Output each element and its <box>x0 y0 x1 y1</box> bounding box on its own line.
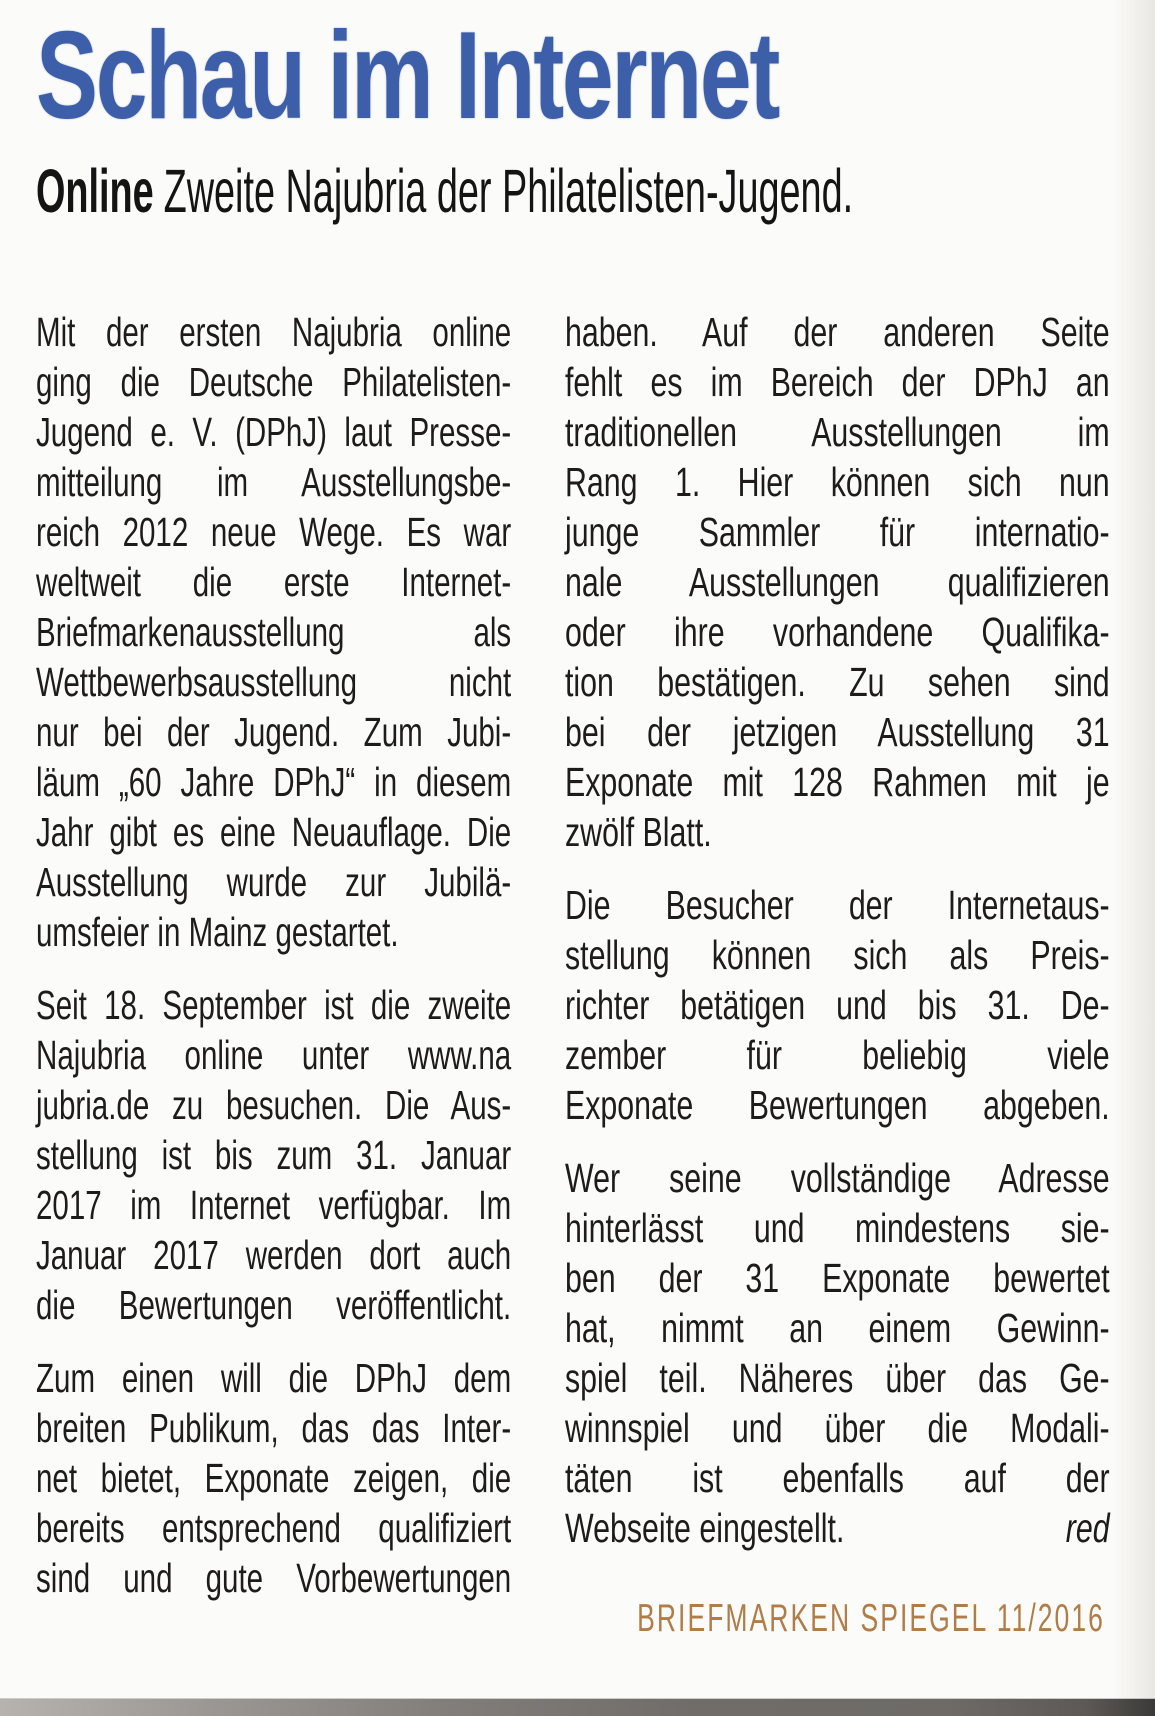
text-line: mitteilung im Ausstellungsbe- <box>36 459 512 505</box>
text-line: sind und gute Vorbewertungen <box>36 1555 512 1601</box>
text-line: weltweit die erste Internet- <box>36 559 512 605</box>
subheading-text: Zweite Najubria der Philatelisten-Jugend. <box>163 157 854 225</box>
article-headline: Schau im Internet <box>36 7 779 145</box>
text-line: zwölf Blatt. <box>565 809 712 855</box>
text-line: die Bewertungen veröffentlicht. <box>36 1282 512 1328</box>
text-line: Rang 1. Hier können sich nun <box>565 459 1110 505</box>
text-line: nur bei der Jugend. Zum Jubi- <box>36 709 512 755</box>
text-line: stellung ist bis zum 31. Januar <box>36 1132 512 1178</box>
text-line: Mit der ersten Najubria online <box>36 309 512 355</box>
text-line: traditionellen Ausstellungen im <box>565 409 1110 455</box>
text-line: Wettbewerbsausstellung nicht <box>36 659 512 705</box>
text-line: umsfeier in Mainz gestartet. <box>36 909 399 955</box>
text-line: zember für beliebig viele <box>565 1032 1110 1078</box>
text-line: Ausstellung wurde zur Jubilä- <box>36 859 512 905</box>
text-line: ging die Deutsche Philatelisten- <box>36 359 512 405</box>
text-line: winnspiel und über die Modali- <box>565 1405 1110 1451</box>
text-line: oder ihre vorhandene Qualifika- <box>565 609 1110 655</box>
text-line: jubria.de zu besuchen. Die Aus- <box>36 1082 512 1128</box>
closing-line <box>565 1503 1110 1553</box>
text-line: nale Ausstellungen qualifizieren <box>565 559 1110 605</box>
text-line: tion bestätigen. Zu sehen sind <box>565 659 1110 705</box>
text-line: täten ist ebenfalls auf der <box>565 1455 1110 1501</box>
author-credit: red <box>1065 1505 1110 1551</box>
closing-text: Webseite eingestellt. <box>565 1505 845 1551</box>
text-line: reich 2012 neue Wege. Es war <box>36 509 512 555</box>
text-line: Jugend e. V. (DPhJ) laut Presse- <box>36 409 512 455</box>
text-line: hat, nimmt an einem Gewinn- <box>565 1305 1110 1351</box>
subheading-kicker: Online <box>36 157 154 225</box>
text-line: Wer seine vollständige Adresse <box>565 1155 1110 1201</box>
article-body <box>36 307 1136 1637</box>
text-line: richter betätigen und bis 31. De- <box>565 982 1110 1028</box>
text-line: Najubria online unter www.na <box>36 1032 512 1078</box>
text-line: fehlt es im Bereich der DPhJ an <box>565 359 1110 405</box>
text-line: haben. Auf der anderen Seite <box>565 309 1110 355</box>
text-line: Zum einen will die DPhJ dem <box>36 1355 512 1401</box>
article-column-1 <box>36 307 511 1603</box>
text-line: ben der 31 Exponate bewertet <box>565 1255 1110 1301</box>
text-line: Briefmarkenausstellung als <box>36 609 512 655</box>
text-line: stellung können sich als Preis- <box>565 932 1110 978</box>
paragraph <box>565 880 1110 1130</box>
article-column-2 <box>565 307 1110 1553</box>
text-line: läum „60 Jahre DPhJ“ in diesem <box>36 759 512 805</box>
text-line: breiten Publikum, das das Inter- <box>36 1405 512 1451</box>
text-line: Januar 2017 werden dort auch <box>36 1232 512 1278</box>
text-line: Die Besucher der Internetaus- <box>565 882 1110 928</box>
text-line: Exponate mit 128 Rahmen mit je <box>565 759 1110 805</box>
paragraph <box>36 307 511 957</box>
text-line: net bietet, Exponate zeigen, die <box>36 1455 512 1501</box>
text-line: bereits entsprechend qualifiziert <box>36 1505 512 1551</box>
text-line: Seit 18. September ist die zweite <box>36 982 512 1028</box>
paragraph <box>565 307 1110 857</box>
publication-credit: BRIEFMARKEN SPIEGEL 11/2016 <box>637 1597 1105 1640</box>
text-line: junge Sammler für internatio- <box>565 509 1110 555</box>
paragraph <box>36 980 511 1330</box>
text-line: Exponate Bewertungen abgeben. <box>565 1082 1110 1128</box>
text-line: spiel teil. Näheres über das Ge- <box>565 1355 1110 1401</box>
text-line: hinterlässt und mindestens sie- <box>565 1205 1110 1251</box>
text-line: Jahr gibt es eine Neuauflage. Die <box>36 809 512 855</box>
text-line: 2017 im Internet verfügbar. Im <box>36 1182 512 1228</box>
paragraph <box>36 1353 511 1603</box>
scan-edge-bottom <box>0 1699 1155 1716</box>
article-subheading <box>36 158 853 225</box>
paragraph <box>565 1153 1110 1553</box>
text-line: bei der jetzigen Ausstellung 31 <box>565 709 1110 755</box>
